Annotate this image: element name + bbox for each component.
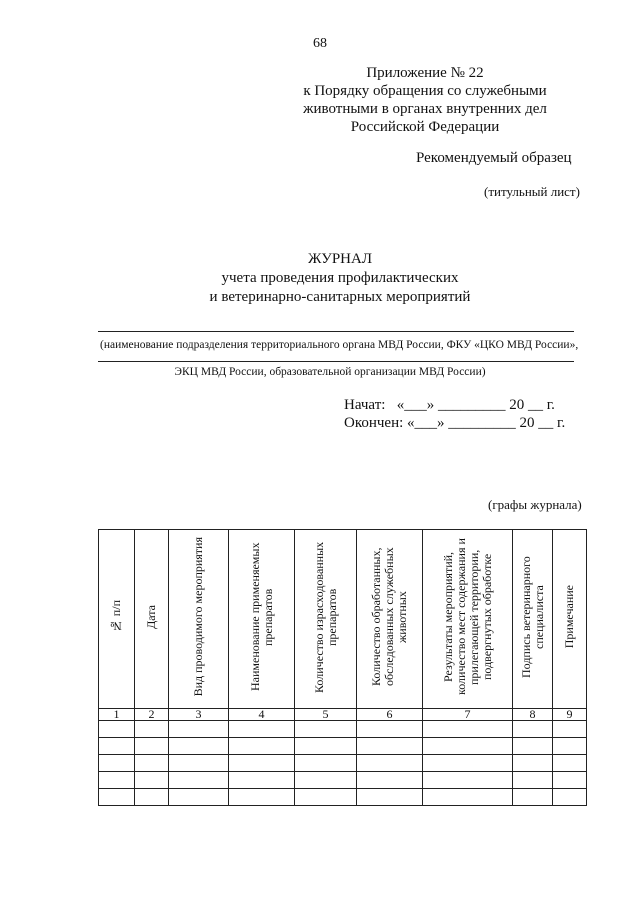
table-cell [513,789,553,806]
table-cell [357,755,423,772]
column-number: 1 [99,709,135,721]
appendix-line: к Порядку обращения со служебными [303,83,547,99]
table-cell [99,721,135,738]
table-cell [229,772,295,789]
table-cell [357,772,423,789]
appendix-line: Приложение № 22 [366,65,484,81]
table-header-cell [169,530,229,709]
column-number: 8 [513,709,553,721]
table-cell [229,721,295,738]
org-caption-line: ЭКЦ МВД России, образовательной организации МВД России) [174,366,486,378]
journal-subtitle: учета проведения профилактических [221,270,459,286]
table-cell [553,772,587,789]
recommended-sample-label: Рекомендуемый образец [416,150,572,166]
table-cell [135,738,169,755]
started-value: «___» _________ 20 __ г. [396,397,555,413]
started-label: Начат: [344,397,386,413]
table-cell [229,755,295,772]
table-cell [295,755,357,772]
org-name-rule [98,331,574,332]
table-cell [553,755,587,772]
table-header-cell [99,530,135,709]
page-number: 68 [313,36,327,51]
finished-value: «___» _________ 20 __ г. [407,415,566,431]
table-cell [513,755,553,772]
started-row [344,396,565,414]
table-cell [99,755,135,772]
table-header-text: Количество израсходованных препаратов [311,541,339,693]
table-row [99,772,587,789]
table-cell [513,721,553,738]
column-number: 2 [135,709,169,721]
table-cell [135,755,169,772]
finished-label: Окончен: [344,415,404,431]
table-cell [229,738,295,755]
appendix-line: животными в органах внутренних дел [303,101,547,117]
column-number: 7 [423,709,513,721]
table-cell [169,721,229,738]
table-header-cell [229,530,295,709]
column-number: 3 [169,709,229,721]
table-header-text: Наименование применяемых препаратов [247,542,275,692]
table-header-text: Результаты мероприятий, количество мест содержания и прилегающей территории, подвергнутых обработке [440,538,494,696]
table-cell [169,772,229,789]
journal-title: ЖУРНАЛ [307,251,373,267]
table-cell [135,789,169,806]
table-header-cell [513,530,553,709]
appendix-line: Российской Федерации [350,119,500,135]
table-cell [357,738,423,755]
table-cell [99,789,135,806]
table-cell [169,789,229,806]
table-cell [513,772,553,789]
table-cell [135,772,169,789]
table-cell [513,738,553,755]
table-header-cell [553,530,587,709]
table-cell [423,721,513,738]
table-header-cell [135,530,169,709]
table-row [99,789,587,806]
table-cell [553,789,587,806]
table-cell [423,738,513,755]
table-cell [169,738,229,755]
org-name-rule [98,361,574,362]
table-header-text: Дата [144,605,158,629]
table-header-row [99,530,587,709]
table-row [99,755,587,772]
table-cell [423,789,513,806]
table-header-cell [295,530,357,709]
finished-row [344,414,565,432]
column-number: 9 [553,709,587,721]
table-header-text: № п/п [109,600,123,634]
dates-block [344,396,565,432]
table-cell [423,755,513,772]
table-header-text: Подпись ветеринарного специалиста [518,556,546,678]
table-cell [135,721,169,738]
journal-table [98,529,587,806]
table-row [99,738,587,755]
table-cell [295,789,357,806]
column-number: 5 [295,709,357,721]
table-cell [99,738,135,755]
appendix-block [300,64,550,136]
title-sheet-label: (титульный лист) [484,184,580,199]
table-cell [553,738,587,755]
table-row [99,721,587,738]
column-number: 6 [357,709,423,721]
table-cell [295,772,357,789]
column-number: 4 [229,709,295,721]
table-cell [357,789,423,806]
table-header-cell [423,530,513,709]
table-cell [295,738,357,755]
table-cell [99,772,135,789]
column-number-row [99,709,587,721]
table-cell [423,772,513,789]
table-header-text: Примечание [562,585,576,649]
columns-note: (графы журнала) [488,497,582,512]
table-header-text: Вид проводимого мероприятия [191,537,205,697]
org-caption-line: (наименование подразделения территориального органа МВД России, ФКУ «ЦКО МВД России», [100,339,579,351]
journal-subtitle: и ветеринарно-санитарных мероприятий [209,289,471,305]
journal-heading [0,250,640,307]
table-cell [295,721,357,738]
table-header-cell [357,530,423,709]
table-cell [553,721,587,738]
table-cell [229,789,295,806]
table-header-text: Количество обработанных, обследованных служебных животных [369,547,409,687]
table-cell [357,721,423,738]
table-cell [169,755,229,772]
